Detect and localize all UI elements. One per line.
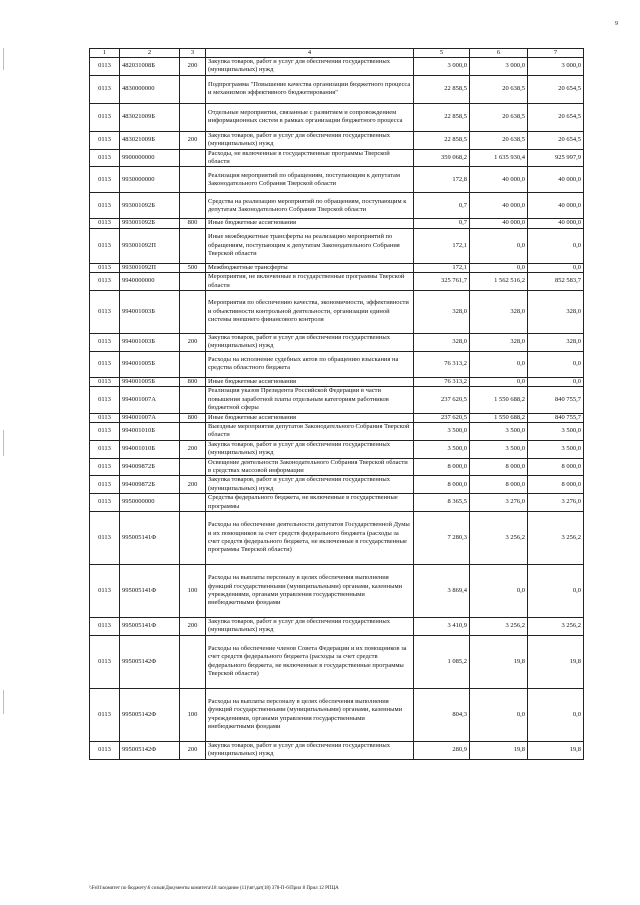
amount-year-2-cell: 20 638,5 xyxy=(470,75,528,103)
amount-year-2-cell: 20 638,5 xyxy=(470,103,528,131)
section-code-cell: 0113 xyxy=(90,377,120,386)
section-code-cell: 0113 xyxy=(90,440,120,458)
amount-year-1-cell: 3 000,0 xyxy=(414,58,470,76)
expense-type-cell: 200 xyxy=(180,58,206,76)
table-row xyxy=(90,219,584,228)
article-code-cell: 9940000000 xyxy=(120,273,180,291)
amount-year-1-cell: 3 869,4 xyxy=(414,564,470,617)
section-code-cell: 0113 xyxy=(90,494,120,512)
amount-year-1-cell: 3 500,0 xyxy=(414,422,470,440)
item-name-cell: Межбюджетные трансферты xyxy=(206,263,414,272)
amount-year-1-cell: 76 313,2 xyxy=(414,377,470,386)
section-code-cell: 0113 xyxy=(90,511,120,564)
expense-type-cell: 800 xyxy=(180,377,206,386)
amount-year-3-cell: 0,0 xyxy=(528,351,584,377)
table-row xyxy=(90,741,584,759)
article-code-cell: 9950000000 xyxy=(120,494,180,512)
amount-year-1-cell: 804,3 xyxy=(414,688,470,741)
section-code-cell: 0113 xyxy=(90,741,120,759)
table-row xyxy=(90,263,584,272)
table-row xyxy=(90,273,584,291)
amount-year-3-cell: 40 000,0 xyxy=(528,167,584,193)
header-cell-4: 4 xyxy=(206,49,414,58)
amount-year-3-cell: 840 755,7 xyxy=(528,413,584,422)
amount-year-3-cell: 0,0 xyxy=(528,263,584,272)
item-name-cell: Закупка товаров, работ и услуг для обеспечения государственных (муниципальных) нужд xyxy=(206,476,414,494)
amount-year-2-cell: 3 256,2 xyxy=(470,617,528,635)
article-code-cell: 995005141Ф xyxy=(120,511,180,564)
expense-type-cell: 200 xyxy=(180,476,206,494)
item-name-cell: Иные бюджетные ассигнования xyxy=(206,219,414,228)
item-name-cell: Расходы на обеспечение деятельности депутатов Государственной Думы и их помощников за счет средств федерального бюджета (расходы за счет средств федерального бюджета, не включенные в государственные программы Тверской области) xyxy=(206,511,414,564)
item-name-cell: Закупка товаров, работ и услуг для обеспечения государственных (муниципальных) нужд xyxy=(206,617,414,635)
amount-year-2-cell: 3 500,0 xyxy=(470,422,528,440)
item-name-cell: Реализация указов Президента Российской Федерации в части повышения заработной платы отдельным категориям работников бюджетной сферы xyxy=(206,387,414,413)
amount-year-3-cell: 8 000,0 xyxy=(528,458,584,476)
amount-year-1-cell: 328,0 xyxy=(414,291,470,334)
amount-year-1-cell: 237 620,5 xyxy=(414,387,470,413)
amount-year-1-cell: 328,0 xyxy=(414,334,470,352)
amount-year-2-cell: 40 000,0 xyxy=(470,167,528,193)
amount-year-1-cell: 7 280,3 xyxy=(414,511,470,564)
table-row xyxy=(90,228,584,263)
article-code-cell: 995005141Ф xyxy=(120,564,180,617)
item-name-cell: Расходы на выплаты персоналу в целях обеспечения выполнения функций государственными (муниципальными) органами, казенными учреждениями, органами управления государственными внебюджетными фондами xyxy=(206,688,414,741)
section-code-cell: 0113 xyxy=(90,617,120,635)
section-code-cell: 0113 xyxy=(90,167,120,193)
expense-type-cell: 200 xyxy=(180,440,206,458)
amount-year-1-cell: 325 761,7 xyxy=(414,273,470,291)
expense-type-cell: 100 xyxy=(180,688,206,741)
amount-year-3-cell: 20 654,5 xyxy=(528,75,584,103)
table-row xyxy=(90,377,584,386)
amount-year-3-cell: 3 500,0 xyxy=(528,440,584,458)
amount-year-1-cell: 0,7 xyxy=(414,219,470,228)
amount-year-1-cell: 22 858,5 xyxy=(414,75,470,103)
item-name-cell: Расходы на выплаты персоналу в целях обеспечения выполнения функций государственными (муниципальными) органами, казенными учреждениями, органами управления государственными внебюджетными фондами xyxy=(206,564,414,617)
header-cell-2: 2 xyxy=(120,49,180,58)
section-code-cell: 0113 xyxy=(90,564,120,617)
amount-year-1-cell: 22 858,5 xyxy=(414,131,470,149)
header-cell-1: 1 xyxy=(90,49,120,58)
article-code-cell: 994001010Б xyxy=(120,440,180,458)
amount-year-3-cell: 40 000,0 xyxy=(528,219,584,228)
item-name-cell: Средства на реализацию мероприятий по обращениям, поступающим к депутатам Законодательного Собрания Тверской области xyxy=(206,193,414,219)
item-name-cell: Закупка товаров, работ и услуг для обеспечения государственных (муниципальных) нужд xyxy=(206,741,414,759)
amount-year-2-cell: 0,0 xyxy=(470,688,528,741)
item-name-cell: Иные межбюджетные трансферты на реализацию мероприятий по обращениям, поступающим к депутатам Законодательного Собрания Тверской области xyxy=(206,228,414,263)
amount-year-2-cell: 0,0 xyxy=(470,351,528,377)
item-name-cell: Подпрограмма "Повышение качества организации бюджетного процесса и механизмов эффективного бюджетирования" xyxy=(206,75,414,103)
item-name-cell: Закупка товаров, работ и услуг для обеспечения государственных (муниципальных) нужд xyxy=(206,334,414,352)
expense-type-cell xyxy=(180,149,206,167)
article-code-cell: 994001005Б xyxy=(120,377,180,386)
item-name-cell: Закупка товаров, работ и услуг для обеспечения государственных (муниципальных) нужд xyxy=(206,58,414,76)
table-row xyxy=(90,334,584,352)
binder-mark-middle xyxy=(3,430,4,456)
table-row xyxy=(90,413,584,422)
section-code-cell: 0113 xyxy=(90,291,120,334)
section-code-cell: 0113 xyxy=(90,149,120,167)
article-code-cell: 994001005Б xyxy=(120,351,180,377)
amount-year-2-cell: 3 000,0 xyxy=(470,58,528,76)
expense-type-cell xyxy=(180,422,206,440)
amount-year-1-cell: 172,1 xyxy=(414,228,470,263)
page-number: 9 xyxy=(615,21,618,27)
expense-type-cell xyxy=(180,387,206,413)
amount-year-3-cell: 3 276,0 xyxy=(528,494,584,512)
table-row xyxy=(90,617,584,635)
expense-type-cell xyxy=(180,635,206,688)
item-name-cell: Реализация мероприятий по обращениям, поступающим к депутатам Законодательного Собрания Тверской области xyxy=(206,167,414,193)
article-code-cell: 483021009Б xyxy=(120,131,180,149)
article-code-cell: 994001003Б xyxy=(120,291,180,334)
expense-type-cell xyxy=(180,351,206,377)
section-code-cell: 0113 xyxy=(90,228,120,263)
item-name-cell: Отдельные мероприятия, связанные с развитием и сопровождением информационных систем в рамках организации бюджетного процесса xyxy=(206,103,414,131)
amount-year-2-cell: 328,0 xyxy=(470,291,528,334)
expense-type-cell xyxy=(180,273,206,291)
article-code-cell: 993001092П xyxy=(120,263,180,272)
amount-year-3-cell: 328,0 xyxy=(528,291,584,334)
table-row xyxy=(90,476,584,494)
table-row xyxy=(90,193,584,219)
amount-year-1-cell: 3 410,9 xyxy=(414,617,470,635)
article-code-cell: 483021009Б xyxy=(120,103,180,131)
table-row xyxy=(90,351,584,377)
article-code-cell: 994001010Б xyxy=(120,422,180,440)
amount-year-3-cell: 40 000,0 xyxy=(528,193,584,219)
item-name-cell: Выездные мероприятия депутатов Законодательного Собрания Тверской области xyxy=(206,422,414,440)
expense-type-cell xyxy=(180,75,206,103)
binder-mark-bottom xyxy=(3,690,4,714)
amount-year-1-cell: 76 313,2 xyxy=(414,351,470,377)
amount-year-3-cell: 852 583,7 xyxy=(528,273,584,291)
expense-type-cell: 200 xyxy=(180,617,206,635)
amount-year-2-cell: 40 000,0 xyxy=(470,219,528,228)
article-code-cell: 994009872Б xyxy=(120,476,180,494)
table-row xyxy=(90,387,584,413)
section-code-cell: 0113 xyxy=(90,422,120,440)
article-code-cell: 9900000000 xyxy=(120,149,180,167)
section-code-cell: 0113 xyxy=(90,103,120,131)
amount-year-3-cell: 3 256,2 xyxy=(528,511,584,564)
amount-year-1-cell: 0,7 xyxy=(414,193,470,219)
amount-year-1-cell: 359 068,2 xyxy=(414,149,470,167)
item-name-cell: Закупка товаров, работ и услуг для обеспечения государственных (муниципальных) нужд xyxy=(206,131,414,149)
item-name-cell: Мероприятия по обеспечению качества, экономичности, эффективности и объективности контрольной деятельности, организации единой системы внешнего финансового контроля xyxy=(206,291,414,334)
article-code-cell: 4830000000 xyxy=(120,75,180,103)
amount-year-2-cell: 40 000,0 xyxy=(470,193,528,219)
expense-type-cell xyxy=(180,193,206,219)
article-code-cell: 995005141Ф xyxy=(120,617,180,635)
amount-year-2-cell: 1 635 930,4 xyxy=(470,149,528,167)
file-path-footer: \\Fs01\комитет по бюджету\6 созыв\Документы комитета\18 заседание (11)\вт\дат(18) 378-П-6\Прил 8 Прил 12 РПЦА xyxy=(89,886,339,891)
amount-year-3-cell: 328,0 xyxy=(528,334,584,352)
amount-year-1-cell: 8 000,0 xyxy=(414,476,470,494)
article-code-cell: 994009872Б xyxy=(120,458,180,476)
amount-year-1-cell: 8 365,5 xyxy=(414,494,470,512)
amount-year-2-cell: 19,8 xyxy=(470,635,528,688)
article-code-cell: 995005142Ф xyxy=(120,635,180,688)
amount-year-3-cell: 19,8 xyxy=(528,635,584,688)
section-code-cell: 0113 xyxy=(90,688,120,741)
amount-year-3-cell: 0,0 xyxy=(528,377,584,386)
item-name-cell: Иные бюджетные ассигнования xyxy=(206,413,414,422)
article-code-cell: 993001092Б xyxy=(120,219,180,228)
table-row xyxy=(90,440,584,458)
expense-type-cell xyxy=(180,458,206,476)
section-code-cell: 0113 xyxy=(90,273,120,291)
table-row xyxy=(90,688,584,741)
amount-year-3-cell: 3 000,0 xyxy=(528,58,584,76)
section-code-cell: 0113 xyxy=(90,476,120,494)
article-code-cell: 994001007А xyxy=(120,413,180,422)
table-row xyxy=(90,458,584,476)
table-row xyxy=(90,511,584,564)
header-row xyxy=(90,49,584,58)
amount-year-3-cell: 925 997,9 xyxy=(528,149,584,167)
table-row xyxy=(90,131,584,149)
table-row xyxy=(90,149,584,167)
article-code-cell: 993001092Б xyxy=(120,193,180,219)
expense-type-cell: 800 xyxy=(180,413,206,422)
amount-year-1-cell: 1 085,2 xyxy=(414,635,470,688)
table-row xyxy=(90,103,584,131)
amount-year-1-cell: 8 000,0 xyxy=(414,458,470,476)
amount-year-1-cell: 237 620,5 xyxy=(414,413,470,422)
amount-year-1-cell: 172,1 xyxy=(414,263,470,272)
expense-type-cell xyxy=(180,291,206,334)
item-name-cell: Расходы на исполнение судебных актов по обращению взыскания на средства областного бюджета xyxy=(206,351,414,377)
table-row xyxy=(90,58,584,76)
section-code-cell: 0113 xyxy=(90,193,120,219)
amount-year-3-cell: 8 000,0 xyxy=(528,476,584,494)
amount-year-2-cell: 3 256,2 xyxy=(470,511,528,564)
expense-type-cell: 500 xyxy=(180,263,206,272)
amount-year-2-cell: 3 276,0 xyxy=(470,494,528,512)
item-name-cell: Расходы, не включенные в государственные программы Тверской области xyxy=(206,149,414,167)
amount-year-2-cell: 8 000,0 xyxy=(470,458,528,476)
amount-year-2-cell: 0,0 xyxy=(470,564,528,617)
header-cell-5: 5 xyxy=(414,49,470,58)
amount-year-2-cell: 1 550 688,2 xyxy=(470,413,528,422)
section-code-cell: 0113 xyxy=(90,219,120,228)
section-code-cell: 0113 xyxy=(90,387,120,413)
amount-year-2-cell: 328,0 xyxy=(470,334,528,352)
section-code-cell: 0113 xyxy=(90,413,120,422)
table-row xyxy=(90,564,584,617)
amount-year-3-cell: 19,8 xyxy=(528,741,584,759)
table-row xyxy=(90,422,584,440)
article-code-cell: 482031008Б xyxy=(120,58,180,76)
amount-year-1-cell: 280,9 xyxy=(414,741,470,759)
section-code-cell: 0113 xyxy=(90,334,120,352)
amount-year-1-cell: 22 858,5 xyxy=(414,103,470,131)
amount-year-2-cell: 1 550 688,2 xyxy=(470,387,528,413)
item-name-cell: Освещение деятельности Законодательного Собрания Тверской области в средствах массовой информации xyxy=(206,458,414,476)
article-code-cell: 995005142Ф xyxy=(120,688,180,741)
section-code-cell: 0113 xyxy=(90,58,120,76)
expense-type-cell: 200 xyxy=(180,131,206,149)
amount-year-1-cell: 3 500,0 xyxy=(414,440,470,458)
expense-type-cell: 100 xyxy=(180,564,206,617)
section-code-cell: 0113 xyxy=(90,635,120,688)
section-code-cell: 0113 xyxy=(90,351,120,377)
table-row xyxy=(90,291,584,334)
expense-type-cell xyxy=(180,228,206,263)
header-cell-3: 3 xyxy=(180,49,206,58)
item-name-cell: Мероприятия, не включенные в государственные программы Тверской области xyxy=(206,273,414,291)
amount-year-2-cell: 1 562 516,2 xyxy=(470,273,528,291)
amount-year-3-cell: 3 500,0 xyxy=(528,422,584,440)
item-name-cell: Закупка товаров, работ и услуг для обеспечения государственных (муниципальных) нужд xyxy=(206,440,414,458)
expense-type-cell xyxy=(180,494,206,512)
amount-year-3-cell: 0,0 xyxy=(528,688,584,741)
amount-year-2-cell: 0,0 xyxy=(470,263,528,272)
amount-year-2-cell: 20 638,5 xyxy=(470,131,528,149)
expense-type-cell: 800 xyxy=(180,219,206,228)
item-name-cell: Иные бюджетные ассигнования xyxy=(206,377,414,386)
item-name-cell: Средства федерального бюджета, не включенные в государственные программы xyxy=(206,494,414,512)
article-code-cell: 995005142Ф xyxy=(120,741,180,759)
article-code-cell: 993001092П xyxy=(120,228,180,263)
amount-year-2-cell: 0,0 xyxy=(470,377,528,386)
section-code-cell: 0113 xyxy=(90,458,120,476)
table-row xyxy=(90,494,584,512)
amount-year-2-cell: 19,8 xyxy=(470,741,528,759)
amount-year-3-cell: 840 755,7 xyxy=(528,387,584,413)
amount-year-3-cell: 20 654,5 xyxy=(528,131,584,149)
table-row xyxy=(90,75,584,103)
amount-year-3-cell: 0,0 xyxy=(528,228,584,263)
expense-type-cell: 200 xyxy=(180,334,206,352)
amount-year-3-cell: 0,0 xyxy=(528,564,584,617)
expense-type-cell xyxy=(180,167,206,193)
expense-type-cell xyxy=(180,103,206,131)
item-name-cell: Расходы на обеспечение членов Совета Федерации и их помощников за счет средств федерального бюджета (расходы за счет средств федерального бюджета, не включенные в государственные программы Тверской области) xyxy=(206,635,414,688)
amount-year-3-cell: 3 256,2 xyxy=(528,617,584,635)
section-code-cell: 0113 xyxy=(90,131,120,149)
amount-year-2-cell: 0,0 xyxy=(470,228,528,263)
article-code-cell: 994001007А xyxy=(120,387,180,413)
expense-type-cell xyxy=(180,511,206,564)
article-code-cell: 9930000000 xyxy=(120,167,180,193)
binder-mark-top xyxy=(3,48,4,70)
amount-year-2-cell: 8 000,0 xyxy=(470,476,528,494)
amount-year-1-cell: 172,8 xyxy=(414,167,470,193)
header-cell-6: 6 xyxy=(470,49,528,58)
table-row xyxy=(90,635,584,688)
table-row xyxy=(90,167,584,193)
amount-year-3-cell: 20 654,5 xyxy=(528,103,584,131)
amount-year-2-cell: 3 500,0 xyxy=(470,440,528,458)
header-cell-7: 7 xyxy=(528,49,584,58)
article-code-cell: 994001003Б xyxy=(120,334,180,352)
section-code-cell: 0113 xyxy=(90,263,120,272)
expense-type-cell: 200 xyxy=(180,741,206,759)
section-code-cell: 0113 xyxy=(90,75,120,103)
budget-table xyxy=(89,48,584,760)
